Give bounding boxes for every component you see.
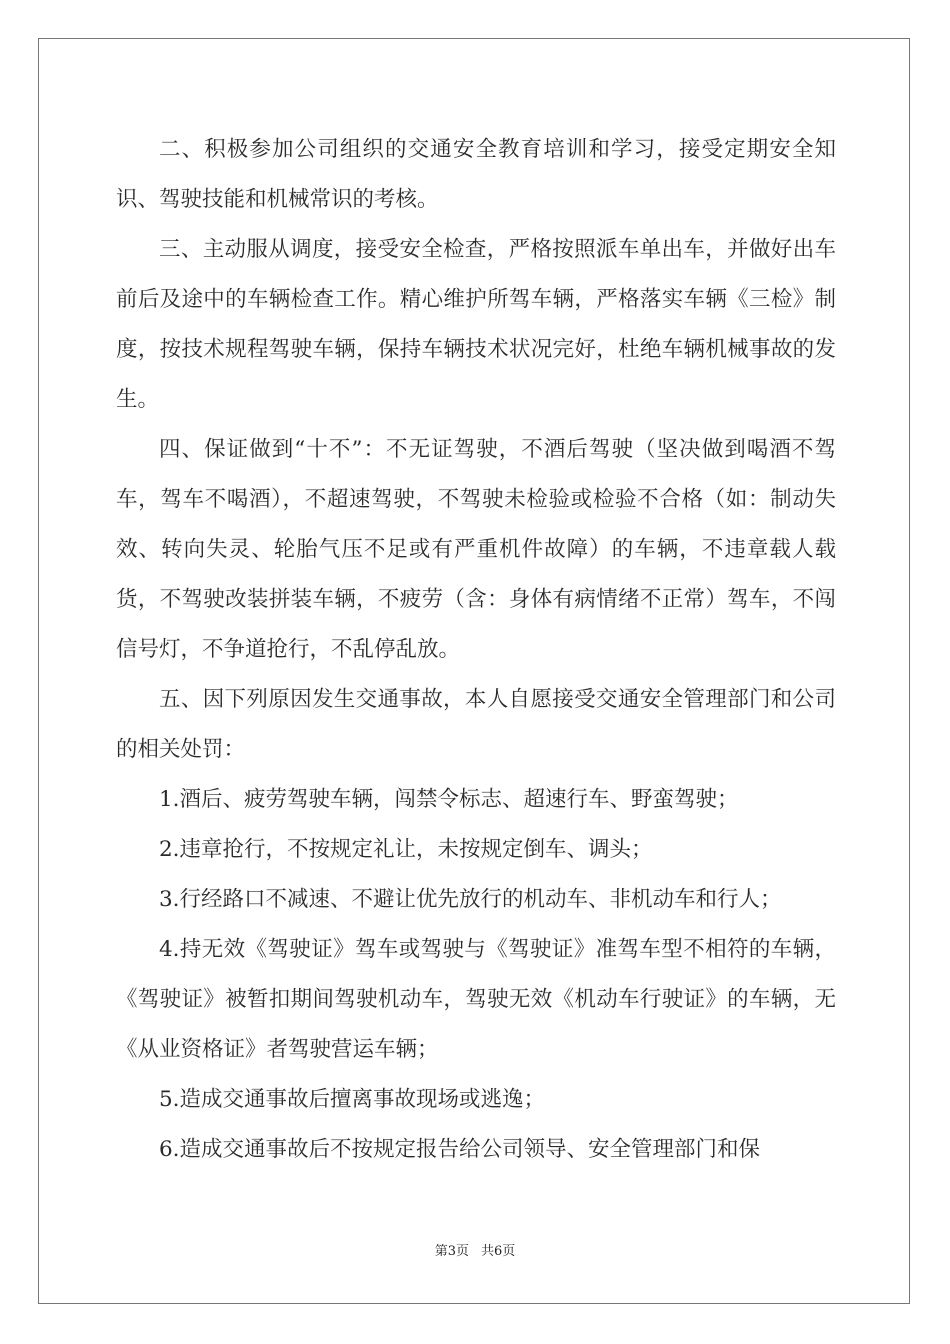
page-footer	[0, 1240, 950, 1259]
page-number: 第3页	[434, 1244, 469, 1259]
page-total: 共6页	[481, 1244, 516, 1259]
list-item-4: 4.持无效《驾驶证》驾车或驾驶与《驾驶证》准驾车型不相符的车辆，《驾驶证》被暂扣期间驾驶机动车，驾驶无效《机动车行驶证》的车辆，无《从业资格证》者驾驶营运车辆；	[116, 937, 836, 1062]
list-item-2: 2.违章抢行，不按规定礼让，未按规定倒车、调头；	[159, 837, 653, 862]
paragraph-2: 二、积极参加公司组织的交通安全教育培训和学习，接受定期安全知识、驾驶技能和机械常识的考核。	[116, 137, 836, 212]
paragraph-3: 三、主动服从调度，接受安全检查，严格按照派车单出车，并做好出车前后及途中的车辆检查工作。精心维护所驾车辆，严格落实车辆《三检》制度，按技术规程驾驶车辆，保持车辆技术状况完好，杜绝车辆机械事故的发生。	[116, 237, 836, 412]
list-item-6: 6.造成交通事故后不按规定报告给公司领导、安全管理部门和保	[159, 1137, 761, 1162]
paragraph-4: 四、保证做到“十不”：不无证驾驶，不酒后驾驶（坚决做到喝酒不驾车，驾车不喝酒），不超速驾驶，不驾驶未检验或检验不合格（如：制动失效、转向失灵、轮胎气压不足或有严重机件故障）的车辆，不违章载人载货，不驾驶改装拼装车辆，不疲劳（含：身体有病情绪不正常）驾车，不闯信号灯，不争道抢行，不乱停乱放。	[116, 437, 836, 662]
document-body	[116, 125, 836, 1175]
list-item-1: 1.酒后、疲劳驾驶车辆，闯禁令标志、超速行车、野蛮驾驶；	[159, 787, 739, 812]
list-item-5: 5.造成交通事故后擅离事故现场或逃逸；	[159, 1087, 546, 1112]
list-item-3: 3.行经路口不减速、不避让优先放行的机动车、非机动车和行人；	[159, 887, 782, 912]
paragraph-5: 五、因下列原因发生交通事故，本人自愿接受交通安全管理部门和公司的相关处罚：	[116, 687, 836, 762]
